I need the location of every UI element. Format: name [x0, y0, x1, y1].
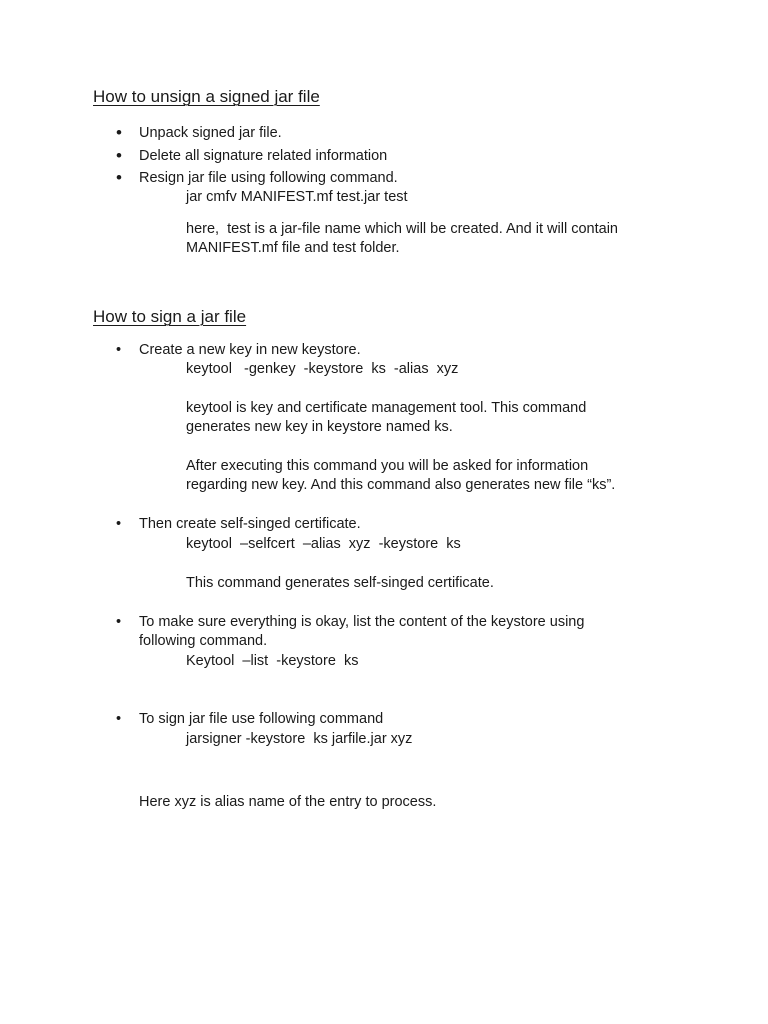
bullet-icon: •	[116, 614, 122, 630]
command-text: keytool -genkey -keystore ks -alias xyz	[186, 361, 459, 377]
bullet-icon: •	[116, 516, 122, 532]
note-text: MANIFEST.mf file and test folder.	[186, 240, 400, 256]
list-item: following command.	[139, 633, 268, 649]
bullet-icon: •	[116, 168, 122, 187]
list-item: Delete all signature related information	[139, 148, 388, 164]
footer-text: Here xyz is alias name of the entry to process.	[139, 794, 437, 810]
list-item: To make sure everything is okay, list the content of the keystore using	[139, 614, 585, 630]
list-item: Resign jar file using following command.	[139, 170, 398, 186]
command-text: keytool –selfcert –alias xyz -keystore ks	[186, 536, 461, 552]
bullet-icon: •	[116, 146, 122, 165]
command-text: Keytool –list -keystore ks	[186, 653, 359, 669]
note-text: here, test is a jar-file name which will be created. And it will contain	[186, 221, 618, 237]
description-text: After executing this command you will be asked for information	[186, 458, 589, 474]
description-text: keytool is key and certificate management tool. This command	[186, 400, 587, 416]
list-item: To sign jar file use following command	[139, 711, 384, 727]
command-text: jar cmfv MANIFEST.mf test.jar test	[186, 189, 408, 205]
bullet-icon: •	[116, 342, 122, 358]
description-text: generates new key in keystore named ks.	[186, 419, 453, 435]
section-heading-sign: How to sign a jar file	[93, 307, 247, 326]
description-text: regarding new key. And this command also generates new file “ks”.	[186, 477, 616, 493]
description-text: This command generates self-singed certificate.	[186, 575, 494, 591]
list-item: Then create self-singed certificate.	[139, 516, 361, 532]
list-item: Create a new key in new keystore.	[139, 342, 361, 358]
section-heading-unsign: How to unsign a signed jar file	[93, 87, 320, 106]
command-text: jarsigner -keystore ks jarfile.jar xyz	[186, 731, 413, 747]
bullet-icon: •	[116, 123, 122, 142]
bullet-icon: •	[116, 711, 122, 727]
list-item: Unpack signed jar file.	[139, 125, 282, 141]
